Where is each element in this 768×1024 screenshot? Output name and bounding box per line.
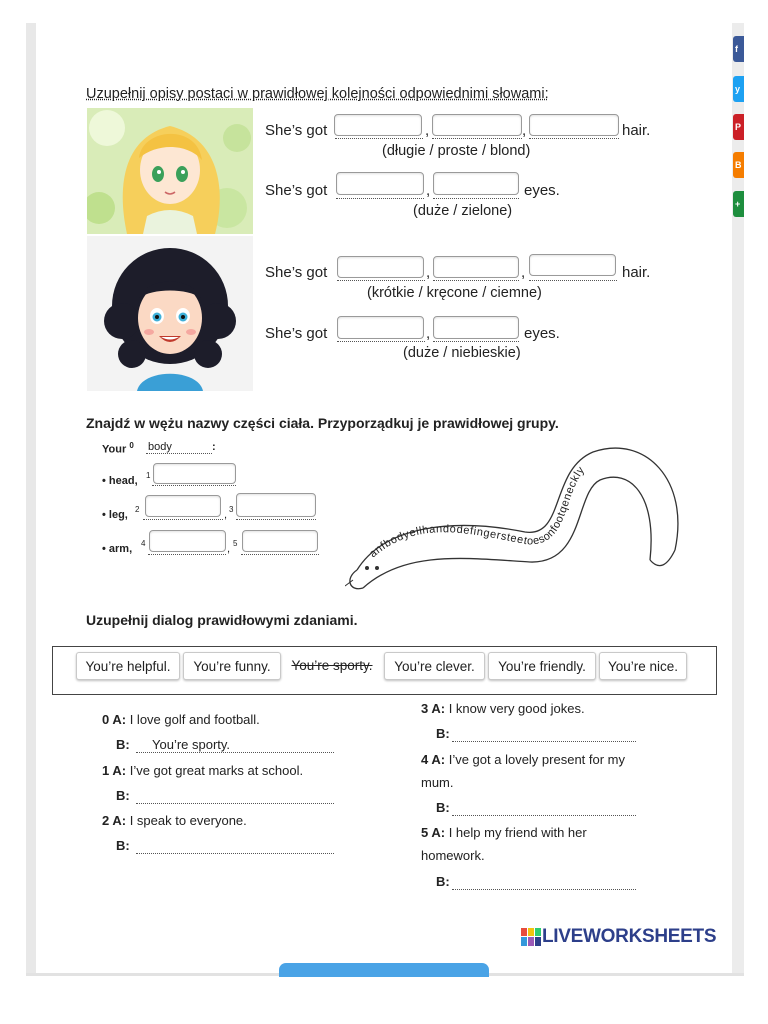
eyes1-answer-2[interactable] <box>433 172 519 195</box>
eyes2-answer-1[interactable] <box>337 316 424 339</box>
dotted-line <box>529 280 617 281</box>
comma: , <box>522 122 527 139</box>
dotted-line <box>241 554 319 555</box>
dialog-4-a-label: 4 A: <box>421 752 446 767</box>
leg-label: • leg, <box>102 509 128 521</box>
hair1-answer-3[interactable] <box>529 114 619 136</box>
example-colon: : <box>212 441 216 453</box>
dialog-2-a <box>102 813 247 828</box>
facebook-icon: f <box>735 44 738 54</box>
hair1-options: (długie / proste / blond) <box>382 143 531 159</box>
dotted-line <box>143 519 223 520</box>
comma: , <box>426 182 431 199</box>
chip-sporty-used: You’re sporty. <box>283 652 381 680</box>
pinterest-icon: P <box>735 122 742 132</box>
comma: , <box>521 264 526 281</box>
dialog-4-b-answer[interactable] <box>452 798 636 816</box>
dotted-line <box>337 341 425 342</box>
classroom-share-button[interactable] <box>733 191 744 217</box>
eyes1-options: (duże / zielone) <box>413 203 513 219</box>
dotted-line <box>236 519 316 520</box>
dialog-2-b-label: B: <box>116 838 130 853</box>
dialog-5-b-label: B: <box>436 874 450 889</box>
dialog-0-a <box>102 712 260 727</box>
blonde-girl-image <box>87 108 253 234</box>
section3-title: Uzupełnij dialog prawidłowymi zdaniami. <box>86 612 358 628</box>
hair2-options: (krótkie / kręcone / ciemne) <box>367 285 542 301</box>
dialog-1-b-label: B: <box>116 788 130 803</box>
number-4: 4 <box>141 539 146 548</box>
example-answer: body <box>146 441 212 454</box>
hair1-answer-1[interactable] <box>334 114 422 136</box>
snake-word-puzzle <box>345 440 685 595</box>
dotted-line <box>432 138 522 139</box>
dialog-5-a-text: I help my friend with her <box>448 825 587 840</box>
chip-clever[interactable]: You’re clever. <box>384 652 485 680</box>
blogger-share-button[interactable] <box>733 152 744 178</box>
dialog-3-a-text: I know very good jokes. <box>448 701 585 716</box>
dialog-5-b-answer[interactable] <box>452 872 636 890</box>
chip-funny[interactable]: You’re funny. <box>183 652 281 680</box>
eyes2-options: (duże / niebieskie) <box>403 345 521 361</box>
chip-friendly[interactable]: You’re friendly. <box>488 652 596 680</box>
chip-nice[interactable]: You’re nice. <box>599 652 687 680</box>
dialog-2-b-answer[interactable] <box>136 836 334 854</box>
number-3: 3 <box>229 505 234 514</box>
section2-title: Znajdź w wężu nazwy części ciała. Przyporządkuj je prawidłowej grupy. <box>86 415 559 431</box>
section1-title: Uzupełnij opisy postaci w prawidłowej kolejności odpowiednimi słowami: <box>86 86 549 102</box>
arm-answer-5[interactable] <box>242 530 318 552</box>
dialog-4-b-label: B: <box>436 800 450 815</box>
dialog-0-a-text: I love golf and football. <box>129 712 260 727</box>
hair-word: hair. <box>622 122 651 139</box>
arm-label: • arm, <box>102 543 133 555</box>
dialog-0-a-label: 0 A: <box>102 712 127 727</box>
dialog-0-b-answer: You’re sporty. <box>136 737 334 753</box>
dialog-5-a-label: 5 A: <box>421 825 446 840</box>
example-number: 0 <box>129 441 134 450</box>
comma: , <box>224 509 228 521</box>
dotted-line <box>336 198 424 199</box>
dotted-line <box>337 280 425 281</box>
number-1: 1 <box>146 471 151 480</box>
dialog-5-a-cont: homework. <box>421 848 485 863</box>
your-word: Your <box>102 443 127 456</box>
curly-hair-girl-image <box>87 236 253 391</box>
dialog-1-a-text: I’ve got great marks at school. <box>129 763 304 778</box>
dialog-4-a-cont: mum. <box>421 775 454 790</box>
head-label: • head, <box>102 475 138 487</box>
row4-prefix: She’s got <box>265 325 328 342</box>
dialog-2-a-label: 2 A: <box>102 813 127 828</box>
dialog-3-b-label: B: <box>436 726 450 741</box>
row1-prefix: She’s got <box>265 122 328 139</box>
comma: , <box>426 264 431 281</box>
eyes1-answer-1[interactable] <box>336 172 424 195</box>
twitter-share-button[interactable] <box>733 76 744 102</box>
left-page-border <box>26 23 36 973</box>
number-2: 2 <box>135 505 140 514</box>
your-label <box>102 441 134 456</box>
finish-button[interactable] <box>279 963 489 977</box>
dotted-line <box>433 341 519 342</box>
dotted-line <box>433 280 519 281</box>
dialog-3-a <box>421 701 585 716</box>
dialog-4-a <box>421 752 625 767</box>
dialog-3-b-answer[interactable] <box>452 724 636 742</box>
dialog-0-b-label: B: <box>116 737 130 752</box>
dotted-line <box>148 554 226 555</box>
arm-answer-4[interactable] <box>149 530 226 552</box>
head-answer-1[interactable] <box>153 463 236 484</box>
dialog-2-a-text: I speak to everyone. <box>129 813 247 828</box>
twitter-icon: y <box>735 84 741 94</box>
liveworksheets-brand: LIVEWORKSHEETS <box>542 926 717 947</box>
dotted-line <box>335 138 423 139</box>
leg-answer-2[interactable] <box>145 495 221 517</box>
chip-helpful[interactable]: You’re helpful. <box>76 652 180 680</box>
hair2-answer-1[interactable] <box>337 256 424 278</box>
hair2-answer-2[interactable] <box>433 256 519 278</box>
snake-letters: anfbodyellhandodefingersteetoesonfootqeneckly <box>367 464 588 561</box>
svg-text:anfbodyellhandodefingersteetoe <box>367 464 587 560</box>
eyes2-answer-2[interactable] <box>433 316 519 339</box>
leg-answer-3[interactable] <box>236 493 316 517</box>
liveworksheets-logo-icon <box>521 928 541 946</box>
row3-prefix: She’s got <box>265 264 328 281</box>
hair1-answer-2[interactable] <box>432 114 522 136</box>
eyes-word: eyes. <box>524 325 560 342</box>
dotted-line <box>433 198 519 199</box>
hair2-answer-3[interactable] <box>529 254 616 276</box>
eyes-word: eyes. <box>524 182 560 199</box>
comma: , <box>426 325 431 342</box>
dialog-1-a <box>102 763 303 778</box>
dialog-1-b-answer[interactable] <box>136 786 334 804</box>
dialog-3-a-label: 3 A: <box>421 701 446 716</box>
pinterest-share-button[interactable] <box>733 114 744 140</box>
dialog-5-a <box>421 825 587 840</box>
comma: , <box>425 122 430 139</box>
facebook-share-button[interactable] <box>733 36 744 62</box>
classroom-icon: + <box>735 199 741 209</box>
hair-word: hair. <box>622 264 651 281</box>
row2-prefix: She’s got <box>265 182 328 199</box>
dialog-1-a-label: 1 A: <box>102 763 127 778</box>
comma: , <box>227 543 231 555</box>
dialog-4-a-text: I’ve got a lovely present for my <box>448 752 626 767</box>
dotted-line <box>152 485 236 486</box>
dotted-line <box>529 138 619 139</box>
number-5: 5 <box>233 539 238 548</box>
blogger-icon: B <box>735 160 742 170</box>
